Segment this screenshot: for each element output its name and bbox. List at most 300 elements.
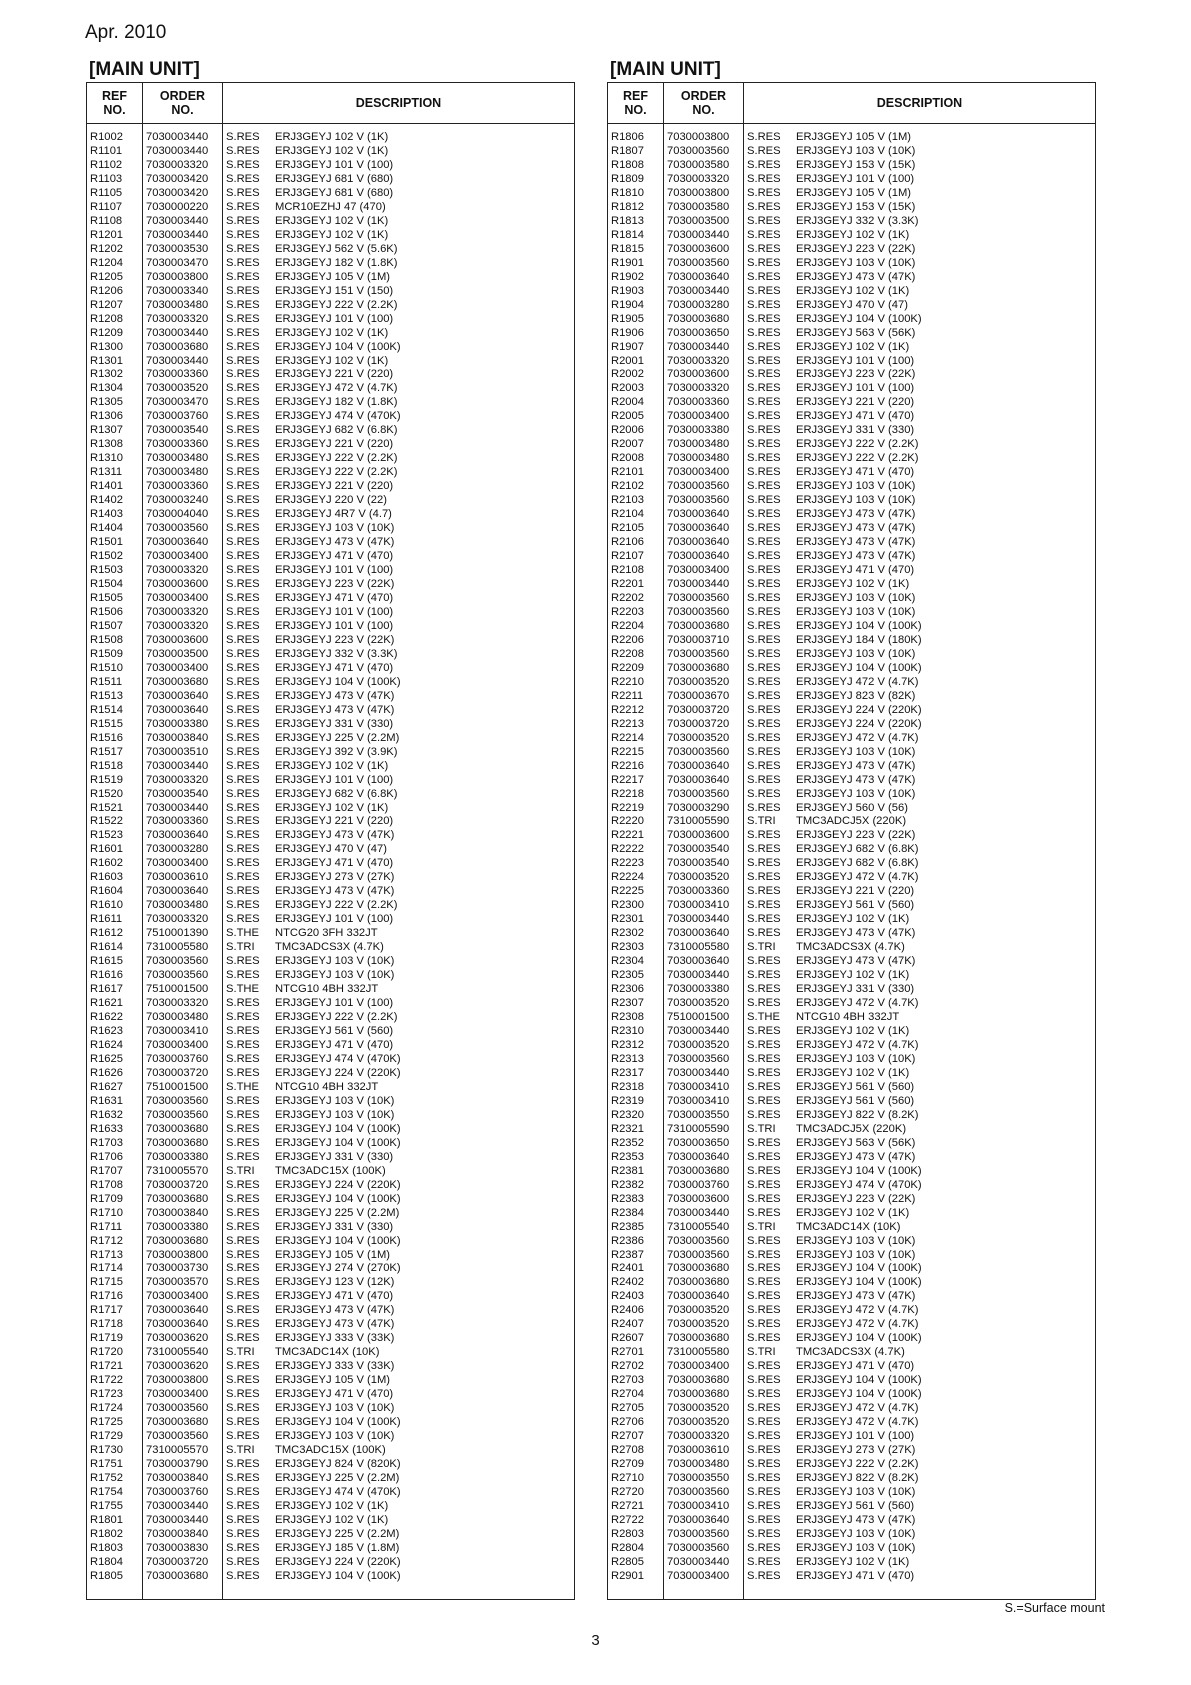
table-cell-desc: ERJ3GEYJ 225 V (2.2M) [275, 1206, 400, 1219]
table-cell-order: 7030003560 [146, 955, 209, 968]
table-cell-order: 7030003840 [146, 1206, 209, 1219]
table-cell-ref: R2304 [611, 955, 644, 968]
table-cell-order: 7030003470 [146, 396, 209, 409]
table-cell-type: S.RES [747, 396, 781, 409]
table-cell-ref: R2003 [611, 382, 644, 395]
table-cell-type: S.RES [226, 270, 260, 283]
description-header: DESCRIPTION [876, 96, 963, 110]
table-cell-order: 7030003680 [146, 340, 209, 353]
table-cell-ref: R1801 [90, 1513, 123, 1526]
table-cell-ref: R2202 [611, 591, 644, 604]
table-cell-desc: ERJ3GEYJ 472 V (4.7K) [275, 382, 398, 395]
table-cell-desc: TMC3ADC15X (100K) [275, 1164, 386, 1177]
table-cell-type: S.RES [747, 270, 781, 283]
table-cell-desc: ERJ3GEYJ 473 V (47K) [796, 1290, 916, 1303]
table-cell-desc: ERJ3GEYJ 471 V (470) [275, 1038, 394, 1051]
table-cell-order: 7030003560 [667, 647, 730, 660]
table-cell-order: 7030003520 [667, 1416, 730, 1429]
table-cell-type: S.RES [747, 466, 781, 479]
table-cell-type: S.RES [226, 186, 260, 199]
table-cell-ref: R1307 [90, 424, 123, 437]
order-no-header: ORDER NO. [143, 83, 223, 123]
table-cell-desc: ERJ3GEYJ 151 V (150) [275, 284, 394, 297]
table-cell-desc: ERJ3GEYJ 222 V (2.2K) [275, 1011, 398, 1024]
table-cell-type: S.RES [747, 1262, 781, 1275]
table-cell-order: 7030003520 [667, 871, 730, 884]
table-cell-desc: ERJ3GEYJ 221 V (220) [275, 815, 394, 828]
table-cell-desc: ERJ3GEYJ 823 V (82K) [796, 689, 916, 702]
table-cell-desc: ERJ3GEYJ 471 V (470) [796, 1360, 915, 1373]
table-cell-desc: NTCG10 4BH 332JT [275, 983, 379, 996]
table-cell-order: 7030003410 [667, 899, 730, 912]
table-cell-desc: ERJ3GEYJ 103 V (10K) [275, 1402, 395, 1415]
table-cell-ref: R2382 [611, 1178, 644, 1191]
table-cell-desc: ERJ3GEYJ 104 V (100K) [275, 1569, 401, 1582]
table-cell-type: S.RES [747, 144, 781, 157]
table-cell-type: S.RES [747, 605, 781, 618]
document-date: Apr. 2010 [85, 22, 167, 43]
table-cell-order: 7030003400 [667, 1360, 730, 1373]
table-cell-ref: R1904 [611, 298, 644, 311]
table-cell-type: S.THE [226, 927, 259, 940]
footnote: S.=Surface mount [1004, 1601, 1105, 1615]
table-cell-order: 7030003440 [667, 1206, 730, 1219]
table-cell-order: 7030003440 [146, 801, 209, 814]
table-cell-desc: ERJ3GEYJ 102 V (1K) [796, 1066, 910, 1079]
table-cell-ref: R1516 [90, 731, 123, 744]
table-cell-desc: ERJ3GEYJ 103 V (10K) [796, 647, 916, 660]
table-cell-order: 7030003320 [146, 312, 209, 325]
table-cell-desc: ERJ3GEYJ 153 V (15K) [796, 158, 916, 171]
table-cell-type: S.RES [747, 200, 781, 213]
table-cell-type: S.TRI [226, 1346, 255, 1359]
table-cell-order: 7030003640 [146, 1304, 209, 1317]
table-cell-order: 7030003560 [667, 605, 730, 618]
table-cell-ref: R1519 [90, 773, 123, 786]
table-cell-desc: ERJ3GEYJ 223 V (22K) [275, 633, 395, 646]
table-cell-ref: R2403 [611, 1290, 644, 1303]
table-cell-ref: R1209 [90, 326, 123, 339]
table-cell-desc: ERJ3GEYJ 473 V (47K) [275, 536, 395, 549]
table-cell-desc: ERJ3GEYJ 220 V (22) [275, 494, 387, 507]
table-cell-order: 7030003440 [667, 1066, 730, 1079]
table-cell-desc: ERJ3GEYJ 101 V (100) [275, 773, 394, 786]
table-cell-ref: R1523 [90, 829, 123, 842]
table-cell-type: S.RES [747, 550, 781, 563]
table-cell-order: 7030003440 [146, 326, 209, 339]
table-cell-order: 7030003540 [146, 787, 209, 800]
table-cell-desc: ERJ3GEYJ 102 V (1K) [796, 1025, 910, 1037]
table-cell-ref: R1108 [90, 214, 123, 227]
table-cell-desc: ERJ3GEYJ 104 V (100K) [275, 675, 401, 688]
table-cell-order: 7030003360 [667, 396, 730, 409]
table-cell-ref: R2214 [611, 731, 644, 744]
table-cell-order: 7030003760 [146, 1052, 209, 1065]
table-cell-ref: R2406 [611, 1304, 644, 1317]
table-cell-ref: R1707 [90, 1164, 123, 1177]
table-cell-order: 7030003380 [146, 1220, 209, 1233]
table-cell-order: 7030003530 [146, 242, 209, 255]
table-cell-desc: ERJ3GEYJ 102 V (1K) [796, 969, 910, 982]
table-cell-order: 7030003520 [667, 731, 730, 744]
table-cell-type: S.RES [226, 717, 260, 730]
table-cell-order: 7030003520 [667, 675, 730, 688]
table-cell-ref: R1522 [90, 815, 123, 828]
table-cell-order: 7030003640 [667, 508, 730, 521]
table-cell-desc: ERJ3GEYJ 102 V (1K) [796, 1555, 910, 1568]
table-cell-ref: R1602 [90, 857, 123, 870]
table-cell-ref: R2203 [611, 605, 644, 618]
table-cell-type: S.RES [226, 1541, 260, 1554]
table-cell-ref: R1301 [90, 354, 123, 367]
table-cell-type: S.RES [747, 312, 781, 325]
table-cell-order: 7030003600 [667, 242, 730, 255]
table-cell-desc: ERJ3GEYJ 103 V (10K) [796, 1527, 916, 1540]
table-cell-ref: R1511 [90, 675, 123, 688]
table-cell-order: 7030003720 [146, 1066, 209, 1079]
table-cell-ref: R1716 [90, 1290, 123, 1303]
table-cell-ref: R1208 [90, 312, 123, 325]
table-cell-ref: R2215 [611, 745, 644, 758]
table-cell-desc: ERJ3GEYJ 101 V (100) [275, 564, 394, 577]
table-cell-type: S.RES [747, 284, 781, 297]
table-cell-type: S.RES [226, 382, 260, 395]
table-cell-desc: ERJ3GEYJ 221 V (220) [275, 480, 394, 493]
table-cell-desc: ERJ3GEYJ 104 V (100K) [275, 1192, 401, 1205]
table-cell-type: S.RES [226, 913, 260, 926]
table-cell-ref: R1617 [90, 983, 123, 996]
table-cell-ref: R1752 [90, 1472, 123, 1484]
table-cell-type: S.RES [226, 1290, 260, 1303]
table-cell-order: 7030003440 [667, 969, 730, 982]
table-cell-desc: ERJ3GEYJ 102 V (1K) [796, 340, 910, 353]
table-cell-order: 7030003800 [667, 131, 730, 143]
table-cell-type: S.RES [226, 1402, 260, 1415]
table-cell-ref: R2224 [611, 871, 644, 884]
table-cell-ref: R2312 [611, 1038, 644, 1051]
table-cell-order: 7030003560 [667, 1527, 730, 1540]
table-cell-order: 7030003680 [146, 1234, 209, 1247]
table-cell-type: S.RES [226, 452, 260, 465]
table-cell-desc: ERJ3GEYJ 224 V (220K) [275, 1555, 401, 1568]
table-cell-type: S.RES [747, 131, 781, 143]
table-cell-type: S.RES [747, 843, 781, 856]
table-cell-order: 7030003560 [667, 1248, 730, 1261]
table-cell-type: S.RES [226, 1318, 260, 1331]
table-cell-ref: R1808 [611, 158, 644, 171]
table-cell-type: S.RES [226, 1066, 260, 1079]
table-cell-ref: R1311 [90, 466, 123, 479]
table-cell-ref: R2317 [611, 1066, 644, 1079]
table-cell-order: 7030003640 [146, 1318, 209, 1331]
table-cell-order: 7030003410 [667, 1080, 730, 1093]
table-cell-type: S.RES [747, 438, 781, 451]
table-cell-order: 7030003720 [667, 703, 730, 716]
table-cell-desc: ERJ3GEYJ 101 V (100) [796, 382, 915, 395]
table-cell-order: 7030003560 [667, 1234, 730, 1247]
table-cell-type: S.RES [226, 1206, 260, 1219]
table-cell-order: 7030003710 [667, 633, 730, 646]
table-cell-ref: R2709 [611, 1458, 644, 1471]
table-cell-type: S.RES [747, 326, 781, 339]
table-cell-order: 7030003240 [146, 494, 209, 507]
table-cell-order: 7030003320 [667, 1430, 730, 1443]
table-cell-ref: R2805 [611, 1555, 644, 1568]
table-cell-order: 7030003560 [667, 494, 730, 507]
table-cell-type: S.RES [747, 354, 781, 367]
table-cell-type: S.RES [226, 745, 260, 758]
table-cell-ref: R2310 [611, 1025, 644, 1037]
table-cell-order: 7510001500 [146, 983, 209, 996]
table-cell-desc: ERJ3GEYJ 224 V (220K) [275, 1178, 401, 1191]
table-cell-order: 7030003560 [146, 522, 209, 535]
table-cell-type: S.RES [747, 424, 781, 437]
table-cell-ref: R1503 [90, 564, 123, 577]
table-cell-ref: R1806 [611, 131, 644, 143]
table-cell-ref: R1711 [90, 1220, 123, 1233]
table-cell-type: S.RES [226, 1220, 260, 1233]
table-cell-order: 7030003320 [146, 619, 209, 632]
table-cell-order: 7030003440 [667, 1025, 730, 1037]
table-cell-ref: R2006 [611, 424, 644, 437]
table-cell-order: 7030003360 [667, 885, 730, 898]
table-cell-order: 7030003400 [146, 1290, 209, 1303]
table-cell-order: 7030003360 [146, 815, 209, 828]
table-cell-ref: R1624 [90, 1038, 123, 1051]
table-cell-type: S.RES [747, 1164, 781, 1177]
table-cell-type: S.RES [747, 228, 781, 241]
table-cell-type: S.RES [747, 619, 781, 632]
table-cell-order: 7030003800 [146, 1374, 209, 1387]
table-cell-order: 7030003680 [667, 312, 730, 325]
table-cell-desc: ERJ3GEYJ 472 V (4.7K) [796, 1402, 919, 1415]
table-cell-desc: ERJ3GEYJ 561 V (560) [796, 1094, 915, 1107]
table-cell-order: 7030003320 [146, 158, 209, 171]
table-cell-order: 7030003680 [146, 675, 209, 688]
table-cell-desc: ERJ3GEYJ 104 V (100K) [275, 1416, 401, 1429]
table-cell-order: 7030003560 [667, 591, 730, 604]
table-cell-ref: R2305 [611, 969, 644, 982]
table-cell-order: 7030003480 [146, 298, 209, 311]
table-cell-ref: R2005 [611, 410, 644, 423]
table-body [608, 124, 1095, 1599]
table-cell-type: S.RES [747, 1234, 781, 1247]
table-cell-desc: ERJ3GEYJ 392 V (3.9K) [275, 745, 398, 758]
table-cell-type: S.RES [747, 689, 781, 702]
table-cell-order: 7030003440 [146, 1499, 209, 1512]
table-cell-order: 7030003440 [146, 354, 209, 367]
table-cell-ref: R2219 [611, 801, 644, 814]
table-cell-ref: R1507 [90, 619, 123, 632]
table-cell-ref: R2220 [611, 815, 644, 828]
table-cell-order: 7030003640 [667, 955, 730, 968]
table-cell-ref: R1105 [90, 186, 123, 199]
table-cell-ref: R1204 [90, 256, 123, 269]
table-cell-desc: ERJ3GEYJ 331 V (330) [275, 717, 394, 730]
table-cell-type: S.RES [226, 410, 260, 423]
table-cell-desc: ERJ3GEYJ 103 V (10K) [275, 1430, 395, 1443]
table-cell-ref: R2300 [611, 899, 644, 912]
table-cell-type: S.RES [747, 172, 781, 185]
table-cell-desc: ERJ3GEYJ 681 V (680) [275, 186, 394, 199]
table-header [87, 83, 574, 124]
table-cell-ref: R2204 [611, 619, 644, 632]
table-cell-desc: NTCG20 3FH 332JT [275, 927, 378, 940]
table-cell-order: 7030003540 [667, 843, 730, 856]
table-cell-desc: ERJ3GEYJ 561 V (560) [275, 1025, 394, 1037]
table-cell-type: S.RES [747, 801, 781, 814]
table-cell-ref: R2384 [611, 1206, 644, 1219]
table-cell-ref: R1505 [90, 591, 123, 604]
table-cell-desc: ERJ3GEYJ 102 V (1K) [275, 354, 389, 367]
table-cell-order: 7030003640 [667, 927, 730, 940]
table-body [87, 124, 574, 1599]
table-cell-type: S.RES [747, 368, 781, 381]
table-cell-order: 7030003420 [146, 186, 209, 199]
table-cell-order: 7030003400 [667, 410, 730, 423]
table-cell-desc: ERJ3GEYJ 473 V (47K) [796, 522, 916, 535]
table-cell-type: S.RES [747, 256, 781, 269]
table-cell-order: 7030003680 [667, 1332, 730, 1345]
table-cell-ref: R1306 [90, 410, 123, 423]
table-cell-ref: R1404 [90, 522, 123, 535]
table-cell-order: 7030004040 [146, 508, 209, 521]
table-cell-order: 7030003680 [146, 1122, 209, 1135]
table-cell-type: S.RES [747, 1332, 781, 1345]
table-cell-ref: R1754 [90, 1485, 123, 1498]
section-title: [MAIN UNIT] [89, 59, 200, 80]
table-cell-order: 7030003570 [146, 1276, 209, 1289]
table-cell-order: 7030003800 [146, 270, 209, 283]
table-cell-type: S.RES [226, 997, 260, 1010]
table-cell-type: S.RES [747, 522, 781, 535]
table-cell-ref: R2104 [611, 508, 644, 521]
table-cell-desc: ERJ3GEYJ 473 V (47K) [796, 759, 916, 772]
table-cell-order: 7510001500 [667, 1011, 730, 1024]
table-cell-order: 7030003560 [667, 480, 730, 493]
table-cell-desc: TMC3ADCS3X (4.7K) [796, 1346, 905, 1359]
table-cell-ref: R2213 [611, 717, 644, 730]
table-cell-type: S.RES [226, 1374, 260, 1387]
table-cell-ref: R1604 [90, 885, 123, 898]
table-cell-order: 7030003520 [667, 1318, 730, 1331]
table-cell-order: 7030003480 [146, 466, 209, 479]
table-cell-type: S.RES [226, 1430, 260, 1443]
table-cell-order: 7030003410 [667, 1094, 730, 1107]
table-cell-ref: R2319 [611, 1094, 644, 1107]
table-cell-type: S.RES [747, 1080, 781, 1093]
table-cell-type: S.RES [747, 717, 781, 730]
table-cell-order: 7030003610 [667, 1444, 730, 1457]
table-cell-type: S.RES [747, 675, 781, 688]
table-cell-ref: R1722 [90, 1374, 123, 1387]
table-cell-type: S.RES [226, 605, 260, 618]
table-cell-ref: R1305 [90, 396, 123, 409]
table-cell-ref: R1615 [90, 955, 123, 968]
table-cell-order: 7030003640 [667, 759, 730, 772]
table-cell-ref: R2206 [611, 633, 644, 646]
table-cell-type: S.RES [226, 1360, 260, 1373]
table-cell-ref: R1502 [90, 550, 123, 563]
table-cell-desc: ERJ3GEYJ 102 V (1K) [796, 913, 910, 926]
description-column [275, 124, 574, 1599]
table-cell-desc: ERJ3GEYJ 472 V (4.7K) [796, 1304, 919, 1317]
table-cell-desc: ERJ3GEYJ 185 V (1.8M) [275, 1541, 400, 1554]
table-cell-desc: ERJ3GEYJ 153 V (15K) [796, 200, 916, 213]
table-cell-ref: R1627 [90, 1080, 123, 1093]
table-cell-ref: R2001 [611, 354, 644, 367]
table-cell-order: 7030003440 [146, 1513, 209, 1526]
table-cell-ref: R2308 [611, 1011, 644, 1024]
table-cell-type: S.RES [226, 1472, 260, 1484]
table-cell-ref: R2720 [611, 1485, 644, 1498]
order-column [143, 124, 223, 1599]
table-cell-ref: R1714 [90, 1262, 123, 1275]
table-cell-type: S.RES [226, 522, 260, 535]
table-cell-type: S.RES [747, 829, 781, 842]
table-cell-type: S.RES [226, 1011, 260, 1024]
table-cell-order: 7030003840 [146, 731, 209, 744]
table-cell-type: S.TRI [226, 1164, 255, 1177]
table-cell-desc: ERJ3GEYJ 103 V (10K) [275, 969, 395, 982]
table-cell-ref: R2385 [611, 1220, 644, 1233]
table-cell-order: 7030003440 [667, 284, 730, 297]
table-cell-order: 7030003480 [146, 452, 209, 465]
table-cell-type: S.RES [747, 1066, 781, 1079]
table-cell-desc: ERJ3GEYJ 563 V (56K) [796, 1136, 916, 1149]
table-cell-ref: R2002 [611, 368, 644, 381]
table-cell-order: 7030003320 [667, 354, 730, 367]
table-cell-desc: ERJ3GEYJ 103 V (10K) [275, 955, 395, 968]
table-cell-type: S.RES [747, 1416, 781, 1429]
table-cell-type: S.RES [747, 1513, 781, 1526]
table-cell-type: S.RES [747, 1485, 781, 1498]
table-cell-desc: ERJ3GEYJ 472 V (4.7K) [796, 1318, 919, 1331]
table-cell-desc: ERJ3GEYJ 331 V (330) [275, 1220, 394, 1233]
table-cell-type: S.RES [747, 1206, 781, 1219]
table-cell-order: 7030003320 [146, 997, 209, 1010]
table-cell-ref: R1813 [611, 214, 644, 227]
table-cell-desc: ERJ3GEYJ 102 V (1K) [275, 228, 389, 241]
order-no-header: ORDER NO. [664, 83, 744, 123]
table-cell-ref: R1103 [90, 172, 123, 185]
table-cell-desc: ERJ3GEYJ 182 V (1.8K) [275, 256, 398, 269]
table-cell-type: S.RES [226, 438, 260, 451]
table-cell-type: S.RES [226, 1527, 260, 1540]
table-cell-type: S.RES [747, 1318, 781, 1331]
table-cell-order: 7310005580 [146, 941, 209, 954]
table-cell-ref: R2313 [611, 1052, 644, 1065]
table-cell-order: 7030003400 [667, 564, 730, 577]
table-cell-order: 7030003720 [146, 1555, 209, 1568]
table-cell-desc: ERJ3GEYJ 221 V (220) [275, 368, 394, 381]
table-cell-type: S.RES [226, 1388, 260, 1401]
table-cell-desc: ERJ3GEYJ 332 V (3.3K) [275, 647, 398, 660]
table-cell-order: 7030003380 [667, 424, 730, 437]
table-cell-desc: ERJ3GEYJ 102 V (1K) [275, 326, 389, 339]
table-cell-order: 7030003670 [667, 689, 730, 702]
table-cell-type: S.RES [226, 857, 260, 870]
table-cell-order: 7030003600 [146, 633, 209, 646]
table-cell-order: 7030003480 [667, 1458, 730, 1471]
table-cell-desc: ERJ3GEYJ 103 V (10K) [796, 787, 916, 800]
table-cell-ref: R1712 [90, 1234, 123, 1247]
table-cell-desc: ERJ3GEYJ 103 V (10K) [275, 1108, 395, 1121]
table-cell-ref: R2352 [611, 1136, 644, 1149]
table-cell-order: 7030003480 [146, 1011, 209, 1024]
table-cell-desc: ERJ3GEYJ 472 V (4.7K) [796, 1038, 919, 1051]
table-cell-desc: ERJ3GEYJ 222 V (2.2K) [275, 452, 398, 465]
